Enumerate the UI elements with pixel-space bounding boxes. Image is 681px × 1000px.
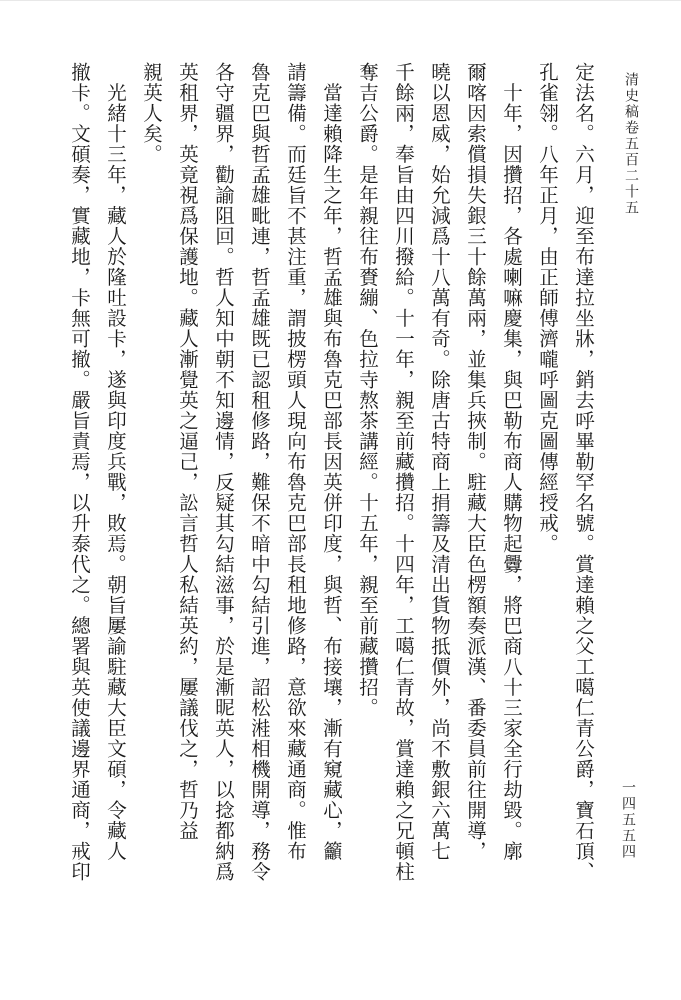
text-column: 撤卡。文碩奏，實藏地，卡無可撤。嚴旨責焉，以升泰代之。總署與英使議邊界通商，戒印 <box>68 62 91 882</box>
text-column: 各守疆界，勸諭阻回。哲人知中朝不知邊情，反疑其勾結滋事，於是漸昵英人，以捻都納爲 <box>212 62 235 882</box>
text-column: 魯克巴與哲孟雄毗連，哲孟雄既已認租修路，難保不暗中勾結引進，詔松溎相機開導，務令 <box>248 62 271 882</box>
text-column: 爾喀因索償損失銀三十餘萬兩，並集兵挾制。駐藏大臣色楞額奏派漢、番委員前往開導， <box>464 62 487 862</box>
text-column: 奪吉公爵。是年親往布賚繃、色拉寺熬茶講經。十五年，親至前藏攢招。 <box>356 62 379 718</box>
text-column: 英租界，英竟視爲保護地。藏人漸覺英之逼己，訟言哲人私結英約，屢議伐之，哲乃益 <box>176 62 199 841</box>
text-column: 當達賴降生之年，哲孟雄與布魯克巴部長因英併印度，與哲、布接壤，漸有窺藏心，籲 <box>320 62 343 862</box>
text-column: 定法名。六月，迎至布達拉坐牀，銷去呼畢勒罕名號。賞達賴之父工噶仁青公爵，寶石頂、 <box>572 62 595 882</box>
text-column: 親英人矣。 <box>140 62 163 165</box>
text-column: 十年，因攢招，各處喇嘛慶集，與巴勒布商人購物起釁，將巴商八十三家全行劫毀。廓 <box>500 62 523 862</box>
page-edge <box>0 0 681 1</box>
text-column: 千餘兩，奉旨由四川撥給。十一年，親至前藏攢招。十四年，工噶仁青故，賞達賴之兄頓柱 <box>392 62 415 882</box>
text-column: 請籌備。而廷旨不甚注重，謂披楞頭人現向布魯克巴部長租地修路，意欲來藏通商。惟布 <box>284 62 307 862</box>
page-number: 一四五五四 <box>620 780 636 860</box>
text-column: 孔雀翎。八年正月，由正師傅濟嚨呼圖克圖傳經授戒。 <box>536 62 559 554</box>
text-column: 曉以恩威，始允減爲十八萬有奇。除唐古特商上捐籌及清出貨物抵價外，尚不敷銀六萬七 <box>428 62 451 862</box>
book-title-header: 清史稿卷五百二十五 <box>623 72 639 216</box>
text-column: 光緒十三年，藏人於隆吐設卡，遂與印度兵戰，敗焉。朝旨屢諭駐藏大臣文碩，令藏人 <box>104 62 127 862</box>
